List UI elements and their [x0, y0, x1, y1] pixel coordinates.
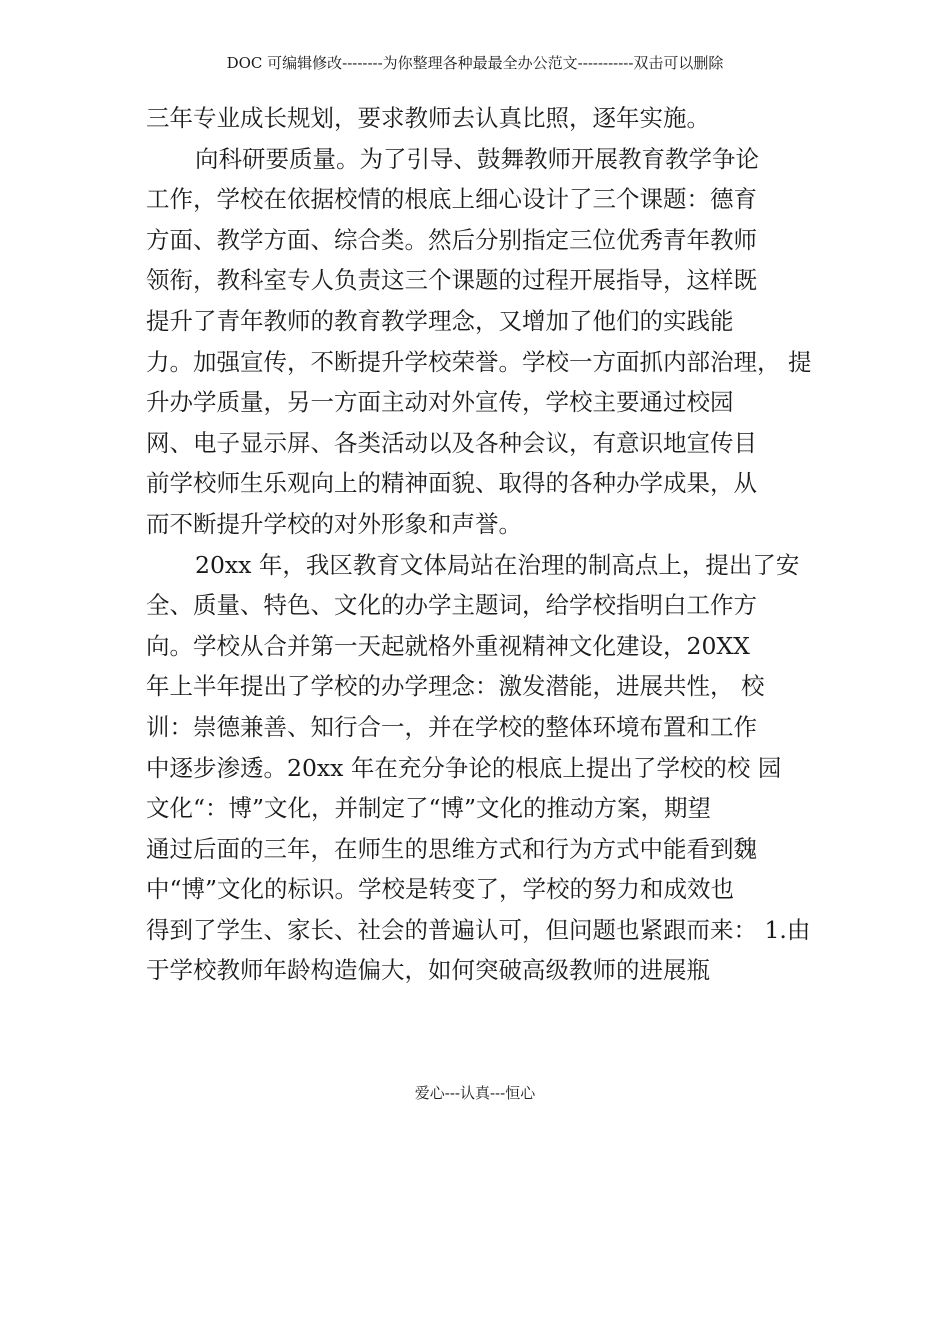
paragraph-start-line: 向科研要质量。为了引导、鼓舞教师开展教育教学争论 — [195, 144, 759, 173]
body-line: 三年专业成长规划，要求教师去认真比照，逐年实施。 — [146, 104, 710, 132]
document-body — [146, 98, 826, 991]
body-line: 前学校师生乐观向上的精神面貌、取得的各种办学成果，从 — [146, 469, 757, 498]
body-line: 中“博”文化的标识。学校是转变了，学校的努力和成效也 — [146, 875, 735, 904]
body-line: 全、质量、特色、文化的办学主题词，给学校指明白工作方 — [146, 591, 757, 620]
body-line: 工作，学校在依据校情的根底上细心设计了三个课题：德育 — [146, 185, 757, 214]
body-line: 升办学质量，另一方面主动对外宣传，学校主要通过校园 — [146, 388, 734, 417]
body-line: 通过后面的三年，在师生的思维方式和行为方式中能看到魏 — [146, 834, 757, 863]
body-line: 而不断提升学校的对外形象和声誉。 — [146, 509, 522, 538]
body-line: 力。加强宣传，不断提升学校荣誉。学校一方面抓内部治理， 提 — [146, 347, 812, 376]
body-line: 领衔，教科室专人负责这三个课题的过程开展指导，这样既 — [146, 266, 757, 295]
paragraph-start-line: 20xx 年，我区教育文体局站在治理的制高点上，提出了安 — [195, 550, 800, 579]
body-line: 于学校教师年龄构造偏大，如何突破高级教师的进展瓶 — [146, 956, 710, 985]
page-footer: 爱心---认真---恒心 — [414, 1084, 536, 1102]
body-line: 网、电子显示屏、各类活动以及各种会议，有意识地宣传目 — [146, 428, 757, 457]
body-line: 方面、教学方面、综合类。然后分别指定三位优秀青年教师 — [146, 225, 757, 254]
body-line: 中逐步渗透。20xx 年在充分争论的根底上提出了学校的校 园 — [146, 753, 782, 782]
body-line: 文化“：博”文化，并制定了“博”文化的推动方案，期望 — [146, 794, 712, 823]
body-line: 提升了青年教师的教育教学理念，又增加了他们的实践能 — [146, 306, 734, 335]
body-line: 向。学校从合并第一天起就格外重视精神文化建设，20XX — [146, 631, 750, 660]
page-header: DOC 可编辑修改--------为你整理各种最最全办公范文-----------双击可以删除 — [226, 54, 724, 72]
body-line: 得到了学生、家长、社会的普遍认可，但问题也紧跟而来： 1.由 — [146, 915, 811, 944]
body-line: 年上半年提出了学校的办学理念：激发潜能，进展共性， 校 — [146, 672, 765, 701]
body-line: 训：崇德兼善、知行合一，并在学校的整体环境布置和工作 — [146, 712, 757, 741]
